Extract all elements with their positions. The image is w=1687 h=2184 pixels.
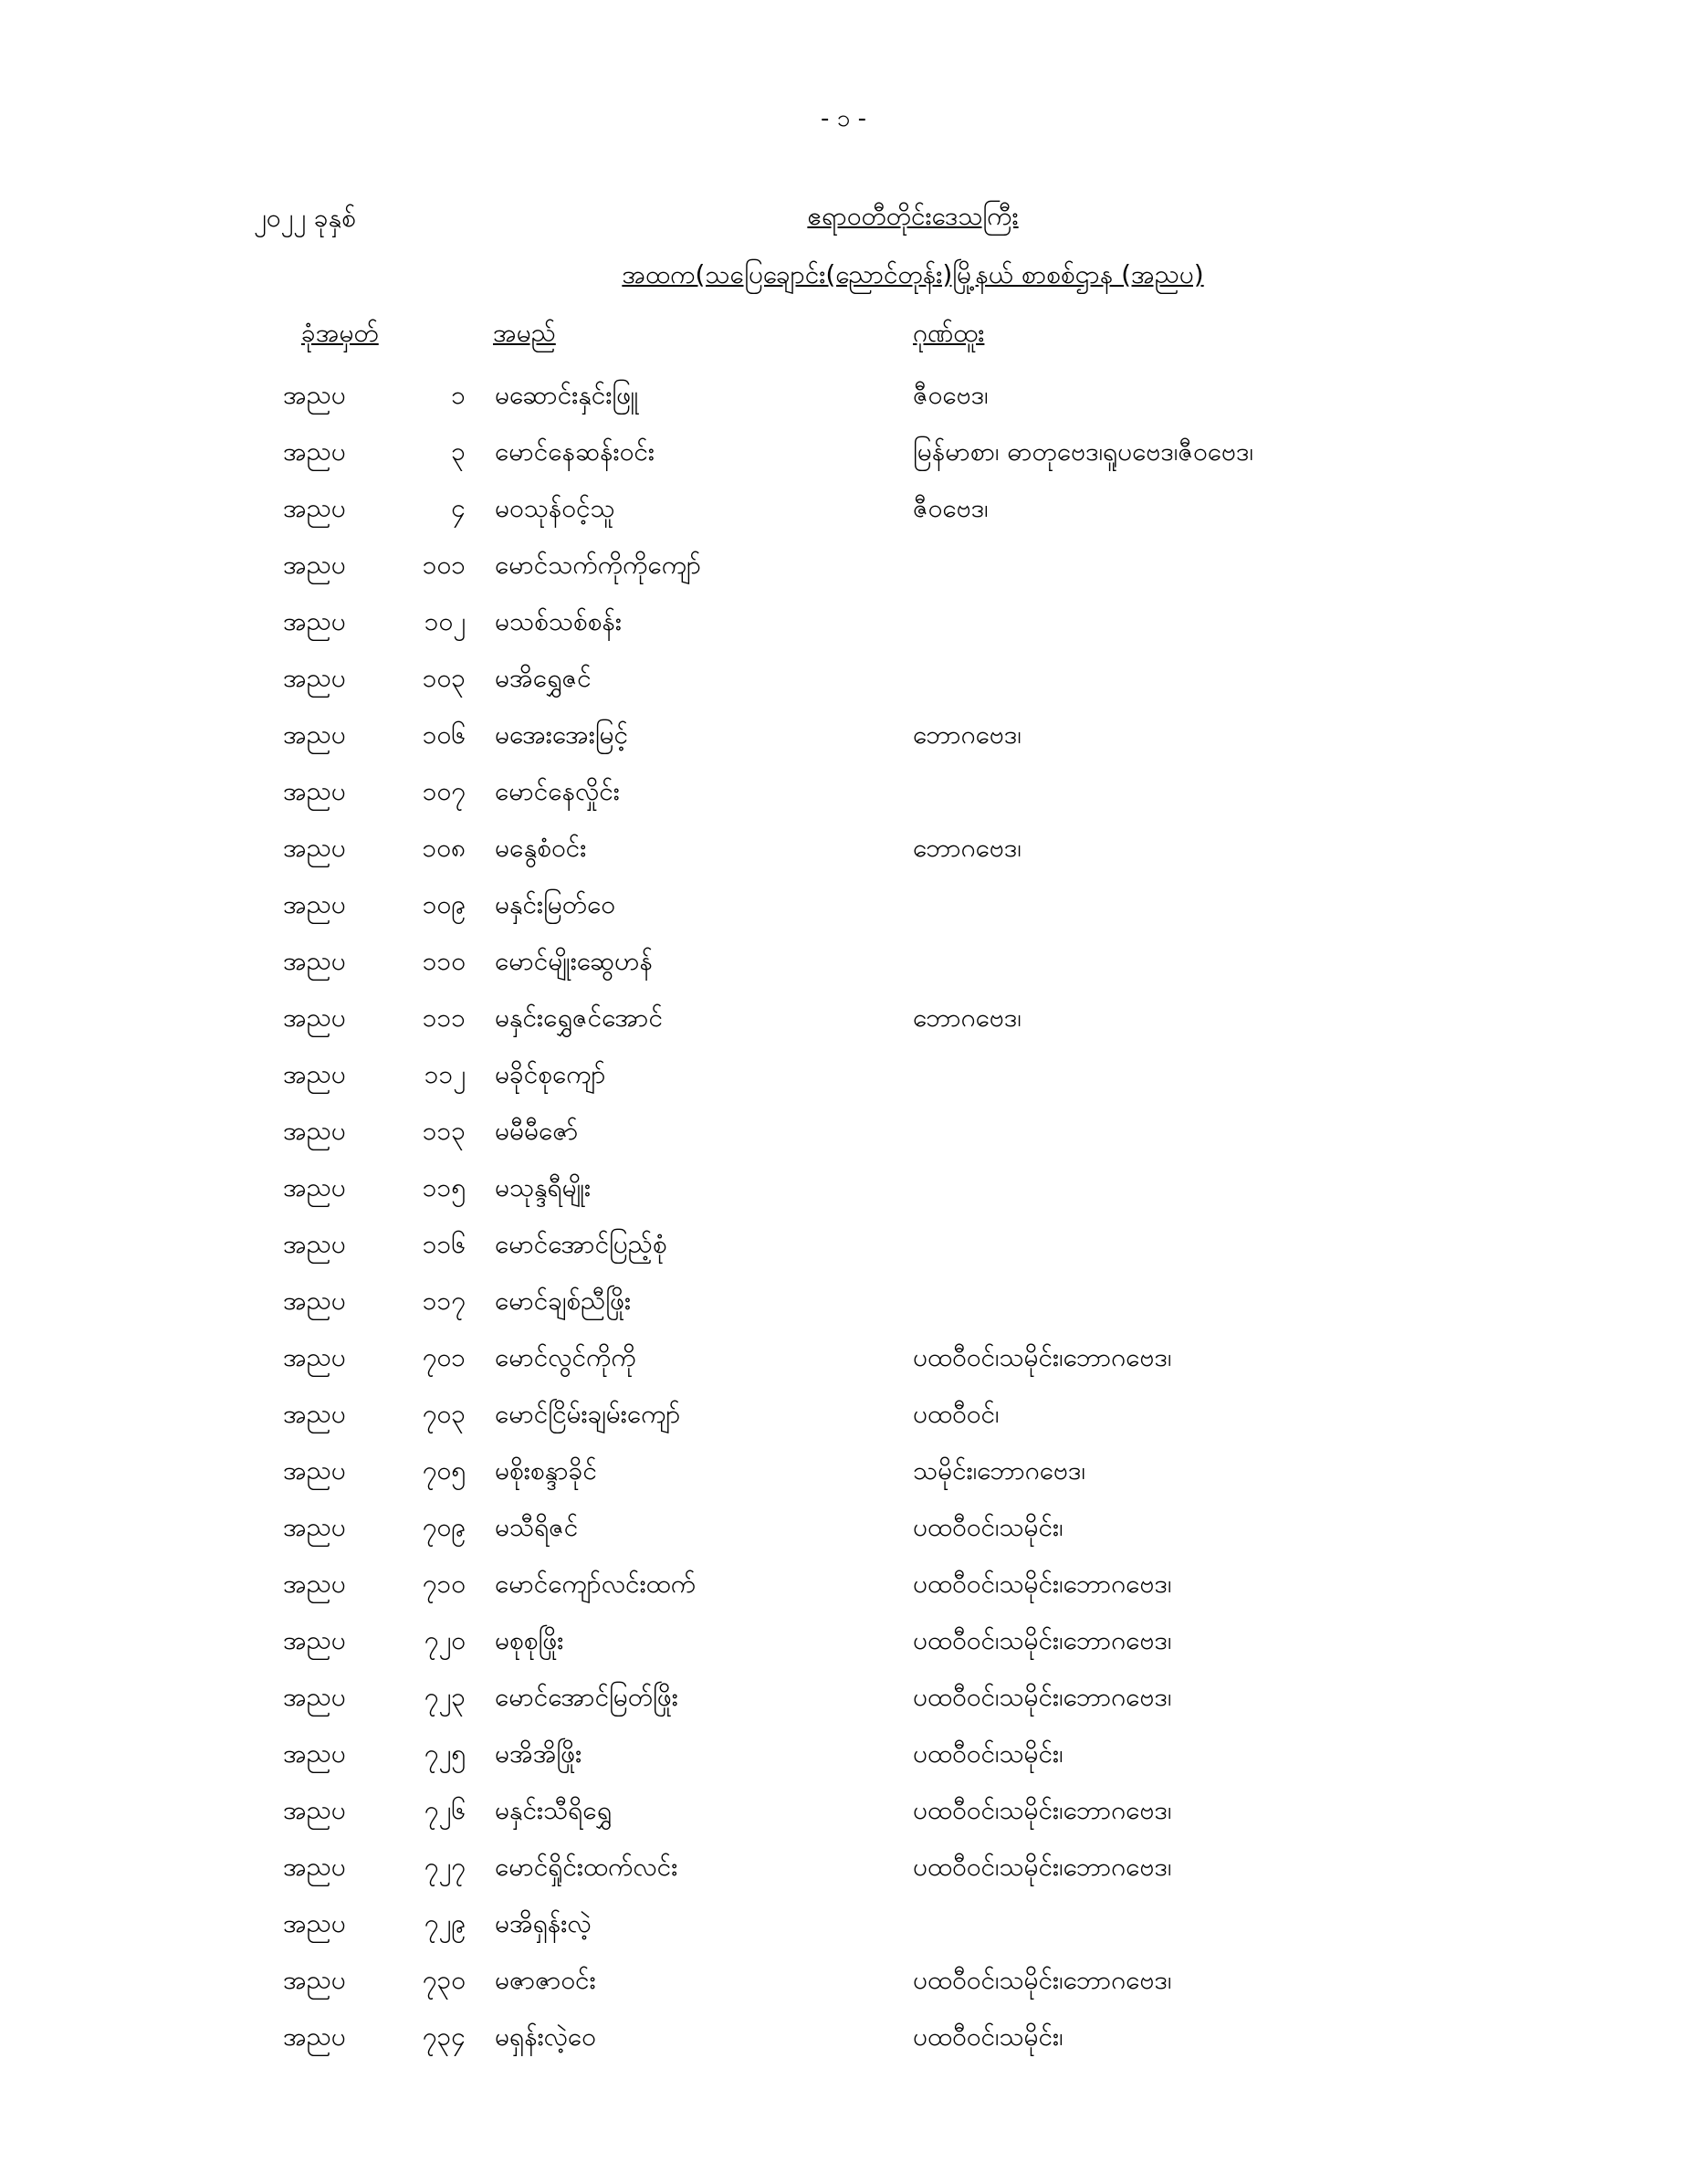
column-header-id: ခုံအမှတ်	[301, 318, 379, 348]
student-name: မရှန်းလဲ့ဝေ	[495, 2021, 596, 2052]
list-item	[0, 990, 1687, 1046]
distinctions: ပထဝီဝင်၊သမိုင်း၊ဘောဂဗေဒ၊	[913, 1569, 1172, 1599]
student-name: မအိအိဖြိုး	[495, 1738, 582, 1769]
seat-number: ၁၁၆	[422, 1229, 466, 1259]
distinctions: ပထဝီဝင်၊	[913, 1399, 1000, 1429]
list-item	[0, 1726, 1687, 1782]
student-name: မအေးအေးမြင့်	[495, 719, 629, 750]
seat-prefix: အညပ	[283, 889, 346, 919]
seat-number: ၇၀၃	[422, 1399, 466, 1429]
seat-prefix: အညပ	[283, 1908, 346, 1938]
seat-number: ၇၂၇	[424, 1852, 466, 1882]
student-name: မောင်ငြိမ်းချမ်းကျော်	[495, 1399, 681, 1429]
student-name: မဝသုန်ဝင့်သူ	[495, 493, 615, 523]
seat-number: ၇၂၅	[424, 1738, 466, 1769]
column-header-name: အမည်	[493, 318, 556, 348]
page-number: - ၁ -	[821, 105, 866, 132]
seat-prefix: အညပ	[283, 1512, 346, 1542]
distinctions: ဘောဂဗေဒ၊	[913, 833, 1022, 863]
distinctions: ပထဝီဝင်၊သမိုင်း၊	[913, 1738, 1064, 1769]
student-name: မအိရှန်းလဲ့	[495, 1908, 592, 1938]
seat-number: ၇၂၆	[424, 1795, 466, 1825]
list-item	[0, 1046, 1687, 1103]
list-item	[0, 763, 1687, 820]
list-item	[0, 1782, 1687, 1839]
student-name: မနွေစံဝင်း	[495, 833, 587, 863]
student-name: မအိရွှေဇင်	[495, 663, 592, 693]
list-item	[0, 707, 1687, 763]
seat-prefix: အညပ	[283, 380, 346, 410]
distinctions: သမိုင်း၊ဘောဂဗေဒ၊	[913, 1455, 1085, 1486]
distinctions: ဇီဝဗေဒ၊	[913, 380, 989, 410]
seat-prefix: အညပ	[283, 1852, 346, 1882]
seat-prefix: အညပ	[283, 1059, 346, 1089]
seat-prefix: အညပ	[283, 2021, 346, 2052]
list-item	[0, 2009, 1687, 2065]
seat-prefix: အညပ	[283, 1342, 346, 1372]
list-item	[0, 1273, 1687, 1329]
student-name: မောင်အောင်မြတ်ဖြိုး	[495, 1682, 678, 1712]
student-name: မနှင်းရွှေဇင်အောင်	[495, 1003, 663, 1033]
student-name: မမီမီဇော်	[495, 1116, 579, 1146]
seat-prefix: အညပ	[283, 436, 346, 467]
student-name: မောင်နေဆန်းဝင်း	[495, 436, 655, 467]
seat-number: ၁၀၈	[422, 833, 466, 863]
student-name: မောင်ကျော်လင်းထက်	[495, 1569, 697, 1599]
seat-number: ၇၂၀	[424, 1625, 466, 1655]
results-list	[0, 367, 1687, 2065]
seat-number: ၁၁၇	[422, 1286, 466, 1316]
seat-prefix: အညပ	[283, 1682, 346, 1712]
seat-number: ၁၀၁	[422, 550, 466, 580]
seat-number: ၁၀၉	[422, 889, 466, 919]
seat-prefix: အညပ	[283, 1399, 346, 1429]
student-name: မခိုင်စုကျော်	[495, 1059, 606, 1089]
student-name: မသီရိဇင်	[495, 1512, 579, 1542]
student-name: မစုစုဖြိုး	[495, 1625, 564, 1655]
student-name: မောင်မျိုးဆွေဟန်	[495, 946, 653, 976]
list-item	[0, 593, 1687, 650]
list-item	[0, 480, 1687, 537]
distinctions: မြန်မာစာ၊ ဓာတုဗေဒ၊ရူပဗေဒ၊ဇီဝဗေဒ၊	[913, 436, 1253, 467]
distinctions: ဇီဝဗေဒ၊	[913, 493, 989, 523]
distinctions: ပထဝီဝင်၊သမိုင်း၊ဘောဂဗေဒ၊	[913, 1795, 1172, 1825]
seat-prefix: အညပ	[283, 1795, 346, 1825]
seat-prefix: အညပ	[283, 550, 346, 580]
seat-number: ၄	[451, 493, 466, 523]
seat-prefix: အညပ	[283, 833, 346, 863]
list-item	[0, 1669, 1687, 1726]
list-item	[0, 1329, 1687, 1386]
seat-prefix: အညပ	[283, 493, 346, 523]
list-item	[0, 1103, 1687, 1160]
list-item	[0, 1556, 1687, 1612]
list-item	[0, 1216, 1687, 1273]
student-name: မနှင်းသီရိရွှေ	[495, 1795, 613, 1825]
year-label: ၂၀၂၂ ခုနှစ်	[254, 203, 356, 233]
seat-prefix: အညပ	[283, 1229, 346, 1259]
seat-prefix: အညပ	[283, 1738, 346, 1769]
seat-number: ၁၀၃	[422, 663, 466, 693]
seat-prefix: အညပ	[283, 776, 346, 806]
student-name: မစိုးစန္ဒာခိုင်	[495, 1455, 597, 1486]
distinctions: ပထဝီဝင်၊သမိုင်း၊ဘောဂဗေဒ၊	[913, 1852, 1172, 1882]
seat-prefix: အညပ	[283, 1003, 346, 1033]
seat-number: ၇၀၅	[422, 1455, 466, 1486]
distinctions: ဘောဂဗေဒ၊	[913, 1003, 1022, 1033]
seat-number: ၁၁၀	[422, 946, 466, 976]
distinctions: ပထဝီဝင်၊သမိုင်း၊	[913, 2021, 1064, 2052]
student-name: မနှင်းမြတ်ဝေ	[495, 889, 615, 919]
distinctions: ပထဝီဝင်၊သမိုင်း၊ဘောဂဗေဒ၊	[913, 1682, 1172, 1712]
seat-prefix: အညပ	[283, 1172, 346, 1202]
seat-prefix: အညပ	[283, 1116, 346, 1146]
distinctions: ပထဝီဝင်၊သမိုင်း၊ဘောဂဗေဒ၊	[913, 1965, 1172, 1995]
student-name: မသုန္ဒရီမျိုး	[495, 1172, 592, 1202]
student-name: မောင်သက်ကိုကိုကျော်	[495, 550, 702, 580]
seat-number: ၇၃၄	[422, 2021, 466, 2052]
list-item	[0, 1386, 1687, 1443]
list-item	[0, 1612, 1687, 1669]
seat-number: ၁၀၆	[422, 719, 466, 750]
student-name: မောင်နေလှိုင်း	[495, 776, 620, 806]
list-item	[0, 537, 1687, 593]
seat-prefix: အညပ	[283, 1965, 346, 1995]
student-name: မသစ်သစ်စန်း	[495, 606, 622, 636]
seat-number: ၁၁၅	[422, 1172, 466, 1202]
distinctions: ပထဝီဝင်၊သမိုင်း၊ဘောဂဗေဒ၊	[913, 1625, 1172, 1655]
seat-number: ၇၂၉	[424, 1908, 466, 1938]
list-item	[0, 424, 1687, 480]
seat-number: ၇၀၉	[422, 1512, 466, 1542]
student-name: မောင်လွင်ကိုကို	[495, 1342, 636, 1372]
region-title: ဧရာဝတီတိုင်းဒေသကြီး	[807, 201, 1019, 231]
distinctions: ပထဝီဝင်၊သမိုင်း၊ဘောဂဗေဒ၊	[913, 1342, 1172, 1372]
seat-number: ၁	[451, 380, 466, 410]
list-item	[0, 1499, 1687, 1556]
distinctions: ပထဝီဝင်၊သမိုင်း၊	[913, 1512, 1064, 1542]
list-item	[0, 367, 1687, 424]
distinctions: ဘောဂဗေဒ၊	[913, 719, 1022, 750]
seat-number: ၁၀၂	[424, 606, 466, 636]
list-item	[0, 933, 1687, 990]
student-name: မောင်ရှိုင်းထက်လင်း	[495, 1852, 678, 1882]
list-item	[0, 877, 1687, 933]
list-item	[0, 1952, 1687, 2009]
list-item	[0, 1895, 1687, 1952]
seat-prefix: အညပ	[283, 1569, 346, 1599]
column-header-distinction: ဂုဏ်ထူး	[913, 318, 985, 348]
list-item	[0, 820, 1687, 877]
seat-prefix: အညပ	[283, 1455, 346, 1486]
seat-prefix: အညပ	[283, 1625, 346, 1655]
seat-number: ၃	[451, 436, 466, 467]
seat-number: ၁၁၁	[422, 1003, 466, 1033]
list-item	[0, 1839, 1687, 1895]
seat-prefix: အညပ	[283, 663, 346, 693]
list-item	[0, 650, 1687, 707]
seat-number: ၁၁၂	[424, 1059, 466, 1089]
seat-number: ၇၃၀	[422, 1965, 466, 1995]
student-name: မောင်အောင်ပြည့်စုံ	[495, 1229, 667, 1259]
list-item	[0, 1443, 1687, 1499]
seat-number: ၁၀၇	[422, 776, 466, 806]
seat-prefix: အညပ	[283, 606, 346, 636]
list-item	[0, 1160, 1687, 1216]
student-name: မောင်ချစ်ညီဖြိုး	[495, 1286, 632, 1316]
student-name: မဇာဇာဝင်း	[495, 1965, 596, 1995]
seat-number: ၇၂၃	[424, 1682, 466, 1712]
seat-number: ၇၀၁	[422, 1342, 466, 1372]
seat-number: ၇၁၀	[422, 1569, 466, 1599]
seat-prefix: အညပ	[283, 1286, 346, 1316]
seat-prefix: အညပ	[283, 719, 346, 750]
student-name: မဆောင်းနှင်းဖြူ	[495, 380, 639, 410]
seat-prefix: အညပ	[283, 946, 346, 976]
seat-number: ၁၁၃	[422, 1116, 466, 1146]
school-title: အထက(သပြေချောင်း(ညောင်တုန်း)မြို့နယ် စာစစ်ဌာန (အညပ)	[622, 259, 1204, 289]
